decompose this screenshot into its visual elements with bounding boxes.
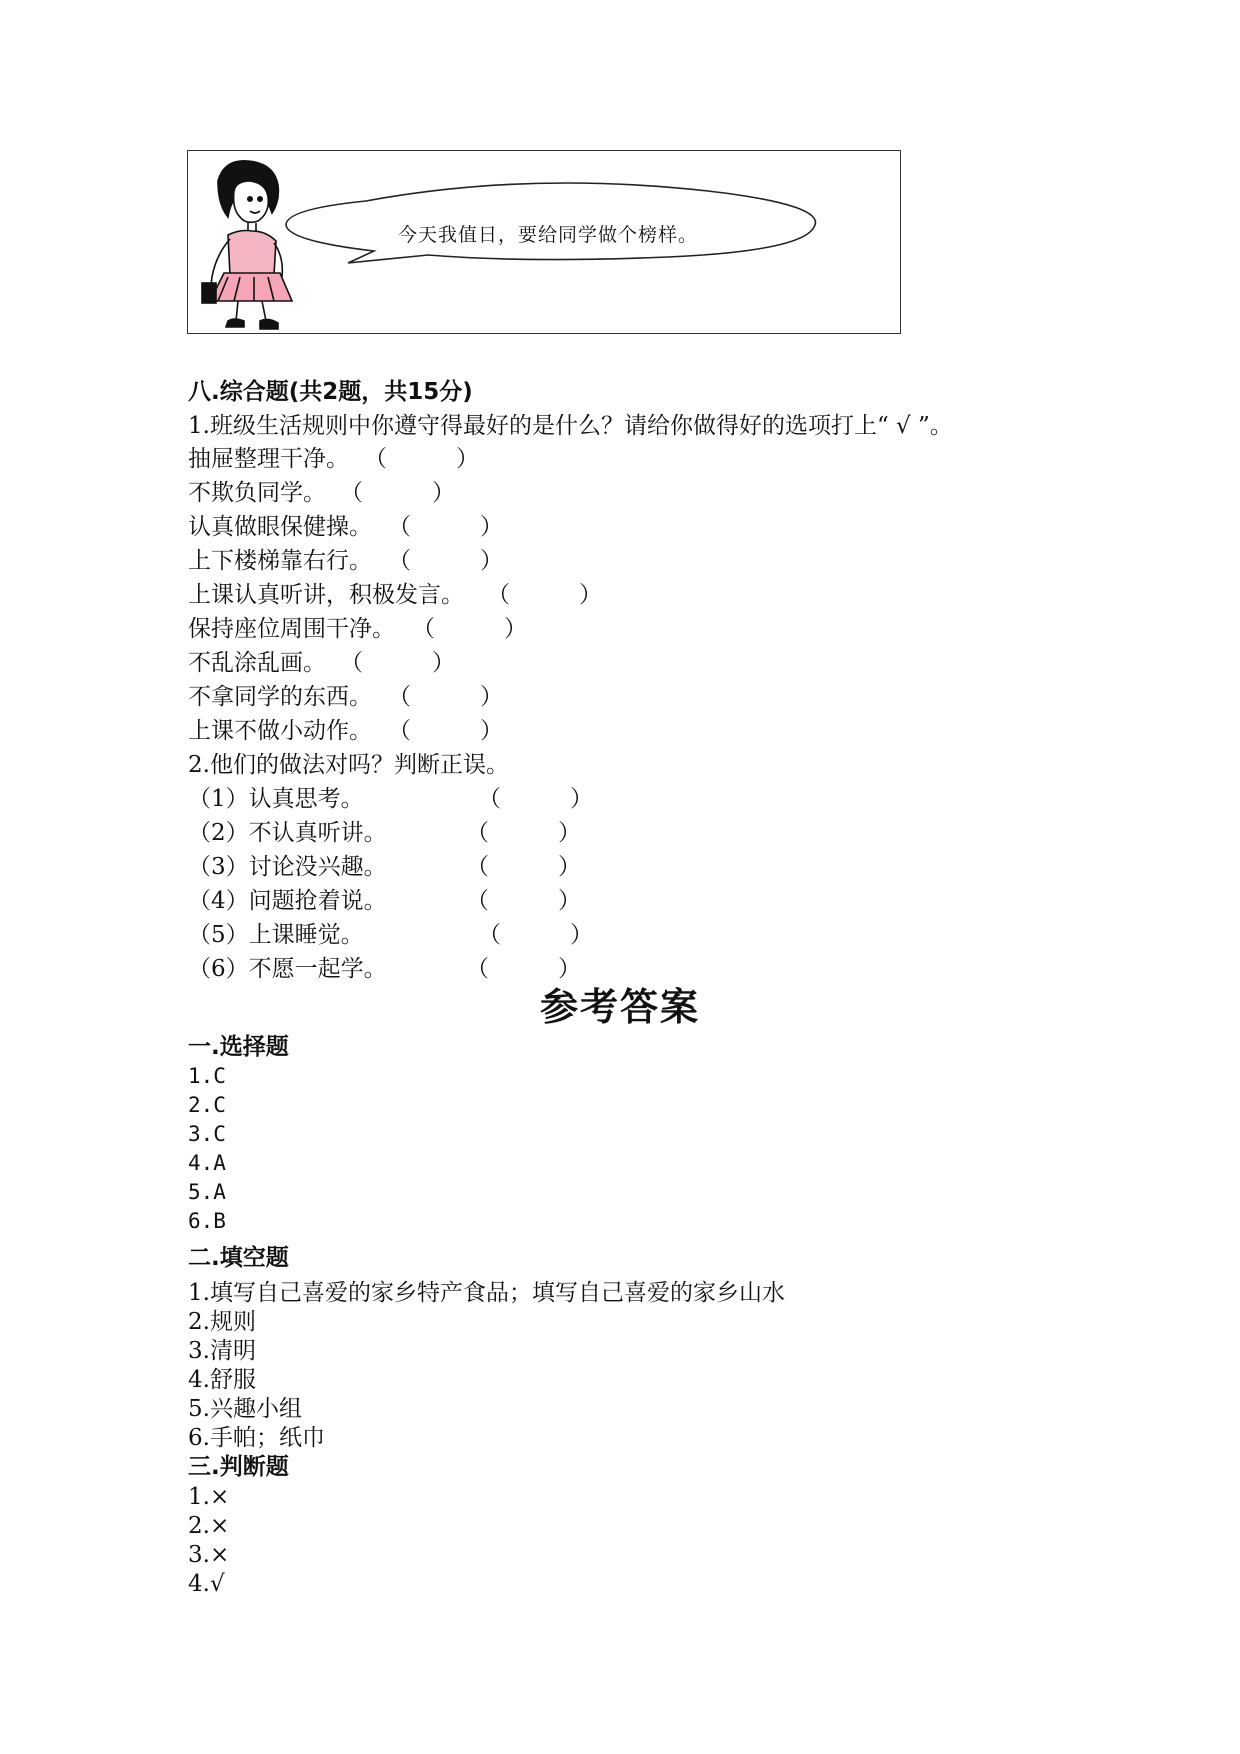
q1-answer-blank[interactable]: （ ） bbox=[388, 514, 503, 540]
answers-part3-title: 三.判断题 bbox=[188, 1454, 289, 1480]
answers-title: 参考答案 bbox=[539, 985, 700, 1029]
answer-line: 1.填写自己喜爱的家乡特产食品；填写自己喜爱的家乡山水 bbox=[188, 1280, 785, 1306]
q1-answer-blank[interactable]: （ ） bbox=[388, 548, 503, 574]
q2-item: （1）认真思考。 bbox=[188, 786, 364, 812]
answer-line: 1.× bbox=[188, 1484, 230, 1510]
q1-answer-blank[interactable]: （ ） bbox=[388, 718, 503, 744]
answer-line: 2.× bbox=[188, 1513, 230, 1539]
q1-item: 上课认真听讲，积极发言。 bbox=[188, 582, 464, 608]
q2-answer-blank[interactable]: （ ） bbox=[466, 888, 581, 914]
q1-item: 抽屉整理干净。 bbox=[188, 446, 349, 472]
q2-item: （4）问题抢着说。 bbox=[188, 888, 387, 914]
answer-line: 3.× bbox=[188, 1542, 230, 1568]
q1-item: 上下楼梯靠右行。 bbox=[188, 548, 372, 574]
q2-item: （5）上课睡觉。 bbox=[188, 922, 364, 948]
q2-answer-blank[interactable]: （ ） bbox=[466, 854, 581, 880]
q1-prompt: 1.班级生活规则中你遵守得最好的是什么？请给你做得好的选项打上“ √ ”。 bbox=[188, 413, 953, 439]
q1-item: 认真做眼保健操。 bbox=[188, 514, 372, 540]
q2-answer-blank[interactable]: （ ） bbox=[478, 922, 593, 948]
q1-answer-blank[interactable]: （ ） bbox=[340, 650, 455, 676]
answer-line: 4.√ bbox=[188, 1571, 225, 1597]
q1-answer-blank[interactable]: （ ） bbox=[388, 684, 503, 710]
answers-part1-title: 一.选择题 bbox=[188, 1034, 289, 1060]
section-8-title: 八.综合题(共2题，共15分) bbox=[188, 379, 473, 405]
q1-item: 不乱涂乱画。 bbox=[188, 650, 326, 676]
answer-line: 6.手帕；纸巾 bbox=[188, 1425, 325, 1451]
q1-answer-blank[interactable]: （ ） bbox=[340, 480, 455, 506]
q2-item: （2）不认真听讲。 bbox=[188, 820, 387, 846]
answer-line: 2.规则 bbox=[188, 1309, 256, 1335]
answer-line: 5.A bbox=[188, 1180, 226, 1204]
q1-answer-blank[interactable]: （ ） bbox=[412, 616, 527, 642]
q2-answer-blank[interactable]: （ ） bbox=[466, 956, 581, 982]
answer-line: 3.清明 bbox=[188, 1338, 256, 1364]
answer-line: 4.A bbox=[188, 1151, 226, 1175]
q1-item: 上课不做小动作。 bbox=[188, 718, 372, 744]
speech-bubble-text: 今天我值日，要给同学做个榜样。 bbox=[398, 224, 699, 246]
q1-item: 不欺负同学。 bbox=[188, 480, 326, 506]
q2-item: （6）不愿一起学。 bbox=[188, 956, 387, 982]
answer-line: 3.C bbox=[188, 1122, 226, 1146]
q1-item: 不拿同学的东西。 bbox=[188, 684, 372, 710]
girl-illustration bbox=[188, 151, 902, 335]
answer-line: 1.C bbox=[188, 1064, 226, 1088]
q2-answer-blank[interactable]: （ ） bbox=[478, 786, 593, 812]
q2-prompt: 2.他们的做法对吗？判断正误。 bbox=[188, 752, 509, 778]
q1-answer-blank[interactable]: （ ） bbox=[364, 446, 479, 472]
answer-line: 4.舒服 bbox=[188, 1367, 256, 1393]
q1-answer-blank[interactable]: （ ） bbox=[487, 582, 602, 608]
q2-item: （3）讨论没兴趣。 bbox=[188, 854, 387, 880]
answer-line: 5.兴趣小组 bbox=[188, 1396, 302, 1422]
answers-part2-title: 二.填空题 bbox=[188, 1245, 289, 1271]
speech-bubble-shape bbox=[286, 183, 815, 263]
q2-answer-blank[interactable]: （ ） bbox=[466, 820, 581, 846]
illustration-box bbox=[187, 150, 901, 334]
q1-item: 保持座位周围干净。 bbox=[188, 616, 395, 642]
answer-line: 2.C bbox=[188, 1093, 226, 1117]
answer-line: 6.B bbox=[188, 1209, 226, 1233]
